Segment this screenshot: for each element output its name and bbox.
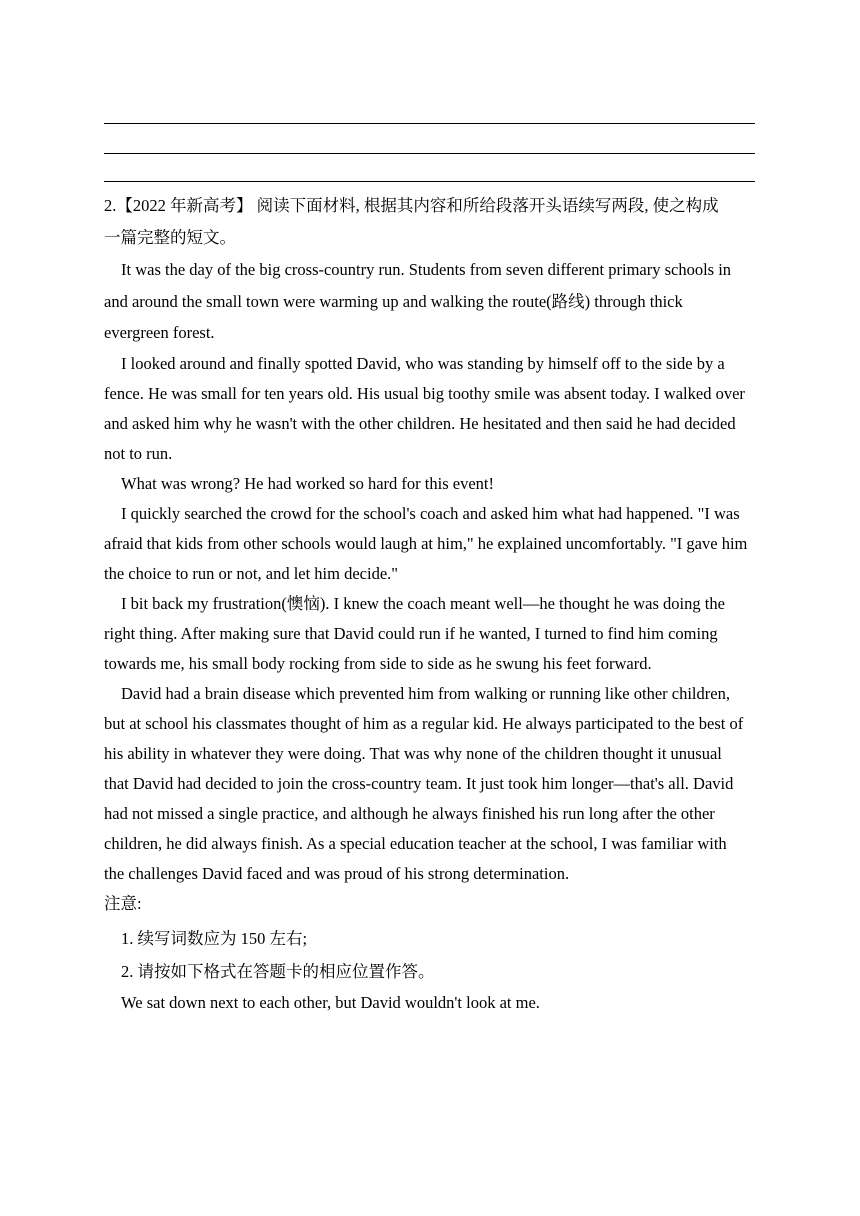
passage-paragraph-4: I quickly searched the crowd for the school's coach and asked him what had happened. "I was afraid that kids from other schools would laugh at him," he explained uncomfortably. "I gave him the choice to run or not, and let him decide." xyxy=(104,503,748,583)
passage-paragraph-2: I looked around and finally spotted David, who was standing by himself off to the side by a fence. He was small for ten years old. His usual big toothy smile was absent today. I walked over and asked him why he wasn't with the other children. He hesitated and then said he had decided not to run. xyxy=(104,353,745,463)
passage-paragraph-6: David had a brain disease which prevented him from walking or running like other children, but at school his classmates thought of him as a regular kid. He always participated to the best of his ability in whatever they were doing. That was why none of the children thought it unusual that David had decided to join the cross-country team. It just took him longer—that's all. David had not missed a single practice, and although he always finished his run long after the other children, he did always finish. As a special education teacher at the school, I was familiar with the challenges David faced and was proud of his strong determination. xyxy=(104,683,744,883)
passage-paragraph-5: I bit back my frustration(懊恼). I knew the coach meant well—he thought he was doing the right thing. After making sure that David could run if he wanted, I turned to find him coming towards me, his small body rocking from side to side as he swung his feet forward. xyxy=(104,593,725,673)
notes-heading: 注意: xyxy=(104,893,142,913)
question-intro-line-2: 一篇完整的短文。 xyxy=(104,228,236,247)
passage-paragraph-3: What was wrong? He had worked so hard for this event! xyxy=(121,473,494,493)
question-content xyxy=(104,190,764,1019)
answer-line-3 xyxy=(104,181,755,182)
notes-item-2: 2. 请按如下格式在答题卡的相应位置作答。 xyxy=(121,961,435,981)
passage-paragraph-1: It was the day of the big cross-country run. Students from seven different primary schools in and around the small town were warming up and walking the route(路线) through thick evergreen forest. xyxy=(104,260,732,342)
notes-item-1: 1. 续写词数应为 150 左右; xyxy=(121,928,308,948)
answer-line-1 xyxy=(104,123,755,124)
passage xyxy=(104,254,764,889)
answer-line-2 xyxy=(104,153,755,154)
question-intro-line-1: 2.【2022 年新高考】 阅读下面材料, 根据其内容和所给段落开头语续写两段, 使之构成 xyxy=(104,196,719,215)
continuation-start: We sat down next to each other, but David wouldn't look at me. xyxy=(121,992,540,1012)
